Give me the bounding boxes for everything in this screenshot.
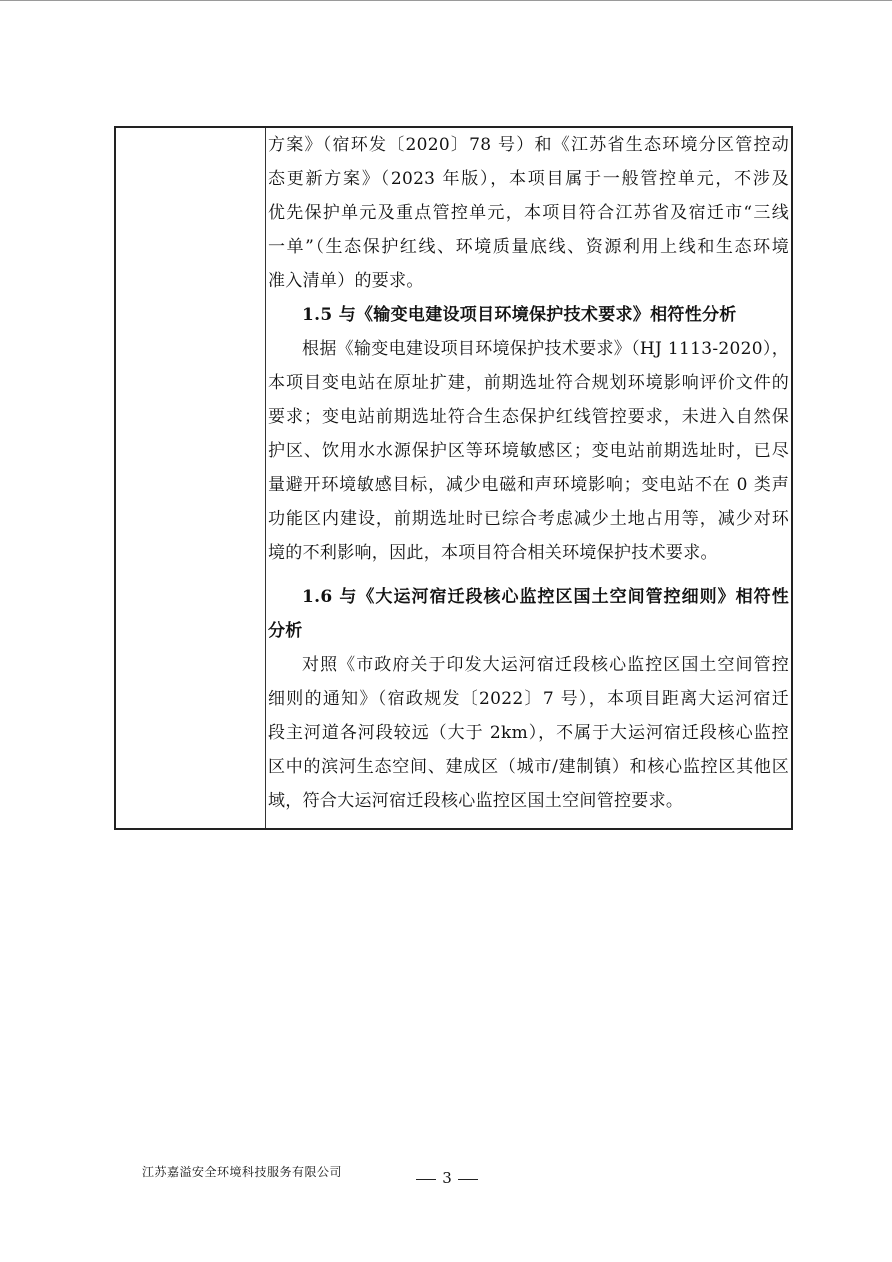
paragraph-line: 护区、饮用水水源保护区等环境敏感区；变电站前期选址时，已尽 (268, 441, 789, 461)
section-heading-1-6: 1.6 与《大运河宿迁段核心监控区国土空间管控细则》相符性 (302, 587, 789, 607)
section-heading-1-5: 1.5 与《输变电建设项目环境保护技术要求》相符性分析 (302, 305, 737, 325)
section-heading-1-6-continued: 分析 (268, 621, 303, 641)
page-number-right-dash (458, 1179, 478, 1180)
page-number-value: 3 (442, 1169, 452, 1187)
paragraph-line: 优先保护单元及重点管控单元，本项目符合江苏省及宿迁市“三线 (268, 203, 789, 223)
page-number (407, 1166, 487, 1190)
paragraph-line: 态更新方案》（2023 年版），本项目属于一般管控单元，不涉及 (268, 169, 789, 189)
paragraph-line: 一单”（生态保护红线、环境质量底线、资源利用上线和生态环境 (268, 237, 789, 257)
paragraph-line: 境的不利影响，因此，本项目符合相关环境保护技术要求。 (268, 543, 718, 563)
paragraph-line: 域，符合大运河宿迁段核心监控区国土空间管控要求。 (268, 791, 684, 811)
paragraph-line: 功能区内建设，前期选址时已综合考虑减少土地占用等，减少对环 (268, 509, 789, 529)
paragraph-line: 量避开环境敏感目标，减少电磁和声环境影响；变电站不在 0 类声 (268, 475, 789, 495)
paragraph-line: 本项目变电站在原址扩建，前期选址符合规划环境影响评价文件的 (268, 373, 789, 393)
paragraph-line: 段主河道各河段较远（大于 2km），不属于大运河宿迁段核心监控 (268, 723, 789, 743)
footer-company-name: 江苏嘉溢安全环境科技服务有限公司 (142, 1165, 343, 1179)
paragraph-line: 对照《市政府关于印发大运河宿迁段核心监控区国土空间管控 (302, 655, 789, 675)
content-table (114, 126, 793, 830)
paragraph-line: 方案》（宿环发〔2020〕78 号）和《江苏省生态环境分区管控动 (268, 135, 789, 155)
page-number-left-dash (416, 1179, 436, 1180)
table-left-cell (116, 128, 266, 828)
paragraph-line: 细则的通知》（宿政规发〔2022〕7 号），本项目距离大运河宿迁 (268, 689, 789, 709)
top-border-line (0, 0, 892, 1)
paragraph-line: 根据《输变电建设项目环境保护技术要求》（HJ 1113-2020）， (302, 339, 789, 359)
paragraph-line: 准入清单）的要求。 (268, 271, 424, 291)
paragraph-line: 区中的滨河生态空间、建成区（城市/建制镇）和核心监控区其他区 (268, 757, 789, 777)
paragraph-line: 要求；变电站前期选址符合生态保护红线管控要求，未进入自然保 (268, 407, 789, 427)
